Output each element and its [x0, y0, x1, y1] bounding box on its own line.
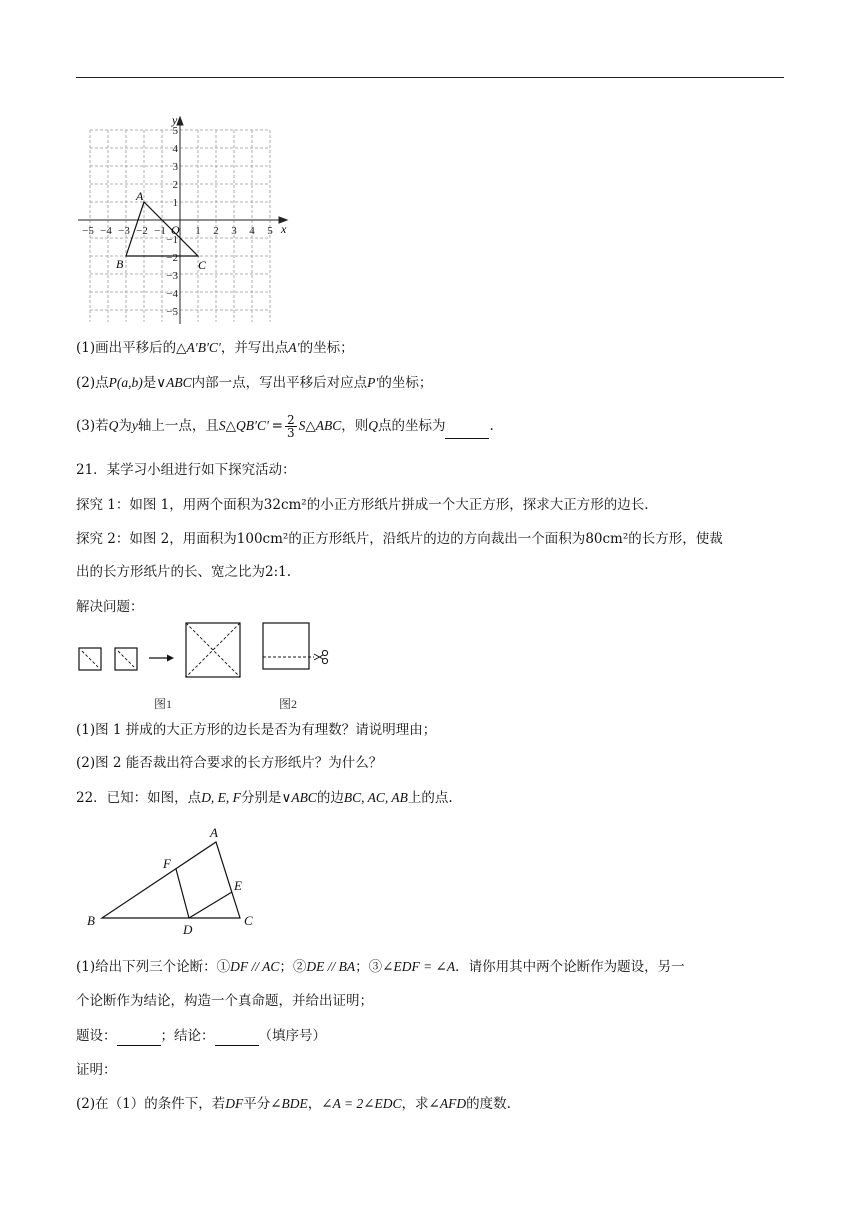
y-axis-label: y	[172, 113, 178, 127]
x-tick: −2	[136, 225, 148, 237]
text: (2)在（1）的条件下，若	[76, 1096, 226, 1112]
x-tick: 2	[213, 225, 219, 237]
q22-hypothesis-line	[76, 1026, 326, 1046]
y-tick: −2	[166, 252, 178, 264]
q22-part2	[76, 1094, 511, 1114]
text: 的长方形，使裁	[628, 531, 723, 547]
y-tick: 3	[172, 161, 178, 173]
text: 轴上一点，且	[137, 418, 219, 434]
text: (1)画出平移后的	[76, 340, 177, 356]
text: 出的长方形纸片的长、宽之比为	[76, 564, 265, 580]
hypothesis-blank[interactable]	[117, 1031, 161, 1046]
label-e: E	[234, 878, 242, 893]
text: 的小正方形纸片拼成一个大正方形，探求大正方形的边长.	[306, 497, 649, 513]
math-value: 2:1	[265, 564, 287, 580]
math-sides: BC, AC, AB	[343, 790, 408, 805]
math-equation: ∠A = 2∠EDC	[321, 1096, 402, 1111]
y-tick: 5	[172, 125, 178, 137]
x-tick: 4	[249, 225, 255, 237]
x-axis-label: x	[281, 222, 287, 236]
math-angle: ∠AFD	[428, 1096, 467, 1111]
text: (1)给出下列三个论断：①	[76, 959, 231, 975]
q21-title: 21．某学习小组进行如下探究活动：	[76, 462, 296, 478]
text: .	[489, 418, 494, 434]
y-tick: 2	[172, 179, 178, 191]
answer-blank[interactable]	[445, 424, 489, 439]
label-d: D	[183, 922, 193, 934]
label-c: C	[244, 913, 253, 928]
q22-part1-line2: 个论断作为结论，构造一个真命题，并给出证明；	[76, 993, 373, 1009]
y-tick: −5	[166, 306, 178, 318]
text: ；②	[279, 959, 307, 975]
text: (3)若	[76, 418, 109, 434]
x-tick: 1	[195, 225, 201, 237]
text: 是	[142, 375, 157, 391]
text: 的坐标；	[299, 340, 354, 356]
text: (2)点	[76, 375, 109, 391]
text: 的边	[316, 790, 344, 806]
math-triangle: ∨ABC	[281, 790, 317, 805]
text: 探究 1：如图 1，用两个面积为	[76, 497, 264, 513]
y-tick: −1	[166, 234, 178, 246]
text: ，则	[341, 418, 369, 434]
origin-label: O	[171, 223, 180, 237]
text: 分别是	[240, 790, 282, 806]
math-eq: =	[271, 418, 283, 434]
point-a-label: A	[136, 189, 144, 203]
text: 上的点.	[407, 790, 453, 806]
y-tick: −4	[166, 288, 178, 300]
label-a: A	[210, 825, 218, 840]
text: ；③	[355, 959, 383, 975]
text: 题设：	[76, 1028, 117, 1044]
text: 22．已知：如图，点	[76, 790, 202, 806]
fraction-num: 2	[286, 413, 295, 427]
math-condition: DF // AC	[230, 959, 280, 974]
y-tick: 1	[172, 197, 178, 209]
math-point: P′	[367, 375, 379, 390]
segment-de	[189, 892, 232, 918]
math-triangle: △A′B′C′	[176, 340, 221, 355]
point-c-label: C	[198, 258, 207, 272]
conclusion-blank[interactable]	[215, 1031, 259, 1046]
math-angle: ∠BDE	[270, 1096, 308, 1111]
math-value: 80cm²	[585, 531, 629, 547]
triangle-abc	[102, 842, 240, 918]
y-tick: −3	[166, 270, 178, 282]
math-triangle: ∨ABC	[156, 375, 192, 390]
q21-part2: (2)图 2 能否裁出符合要求的长方形纸片？为什么？	[76, 755, 383, 771]
text: 点的坐标为	[377, 418, 446, 434]
math-condition: ∠EDF = ∠A	[382, 959, 456, 974]
x-tick: −4	[100, 225, 112, 237]
math-var: y	[131, 418, 138, 433]
text: 的坐标；	[378, 375, 433, 391]
x-tick: −1	[154, 225, 166, 237]
x-tick: 5	[267, 225, 273, 237]
text: 内部一点，写出平移后对应点	[191, 375, 368, 391]
q20-part3	[76, 414, 494, 439]
scissors-icon	[314, 650, 328, 663]
math-var: Q	[108, 418, 119, 433]
math-var: Q	[368, 418, 378, 433]
math-segment: DF	[225, 1096, 244, 1111]
q20-part2	[76, 373, 432, 393]
q21-figures	[74, 618, 344, 713]
text: 的正方形纸片，沿纸片的边的方向裁出一个面积为	[288, 531, 586, 547]
text: ，	[307, 1096, 322, 1112]
fraction	[285, 414, 297, 439]
q20-part1	[76, 338, 354, 358]
math-value: 32cm²	[263, 497, 307, 513]
label-f: F	[163, 856, 171, 871]
q21-explore2	[76, 529, 723, 549]
arrow-head	[167, 655, 174, 662]
math-point: P(a,b)	[108, 375, 143, 390]
q21-explore2-line2	[76, 562, 291, 582]
y-tick: 4	[172, 143, 178, 155]
text: ，求	[401, 1096, 429, 1112]
fraction-den: 3	[286, 426, 295, 440]
label-b: B	[87, 913, 95, 928]
text: 的度数.	[466, 1096, 511, 1112]
q22-title	[76, 788, 453, 808]
header-rule	[76, 77, 784, 78]
text: 探究 2：如图 2，用面积为	[76, 531, 237, 547]
text: （填序号）	[258, 1028, 326, 1044]
coordinate-grid-figure	[74, 112, 294, 328]
math-value: 100cm²	[236, 531, 289, 547]
x-tick: −3	[118, 225, 130, 237]
paper-square	[263, 623, 309, 669]
math-area: S△QB′C′	[218, 418, 269, 433]
segment-fd	[176, 869, 189, 918]
fig1-caption: 图1	[154, 697, 173, 711]
text: 平分	[243, 1096, 271, 1112]
fig2-caption: 图2	[279, 697, 298, 711]
math-points: D, E, F	[201, 790, 241, 805]
point-b-label: B	[116, 257, 124, 271]
q22-part1-line1	[76, 957, 685, 977]
text: ．请你用其中两个论断作为题设，另一	[455, 959, 685, 975]
math-area: S△ABC	[298, 418, 342, 433]
q21-solve-label: 解决问题：	[76, 599, 144, 615]
text: 为	[118, 418, 132, 434]
x-tick: 3	[231, 225, 237, 237]
q21-part1: (1)图 1 拼成的大正方形的边长是否为有理数？请说明理由；	[76, 722, 437, 738]
math-point: A′	[288, 340, 300, 355]
q22-proof-label: 证明：	[76, 1062, 117, 1078]
text: ；结论：	[160, 1028, 215, 1044]
text: ，并写出点	[220, 340, 289, 356]
text: .	[286, 564, 292, 580]
q22-triangle-figure	[84, 822, 264, 934]
x-tick: −5	[82, 225, 94, 237]
q21-explore1	[76, 495, 649, 515]
math-condition: DE // BA	[306, 959, 356, 974]
